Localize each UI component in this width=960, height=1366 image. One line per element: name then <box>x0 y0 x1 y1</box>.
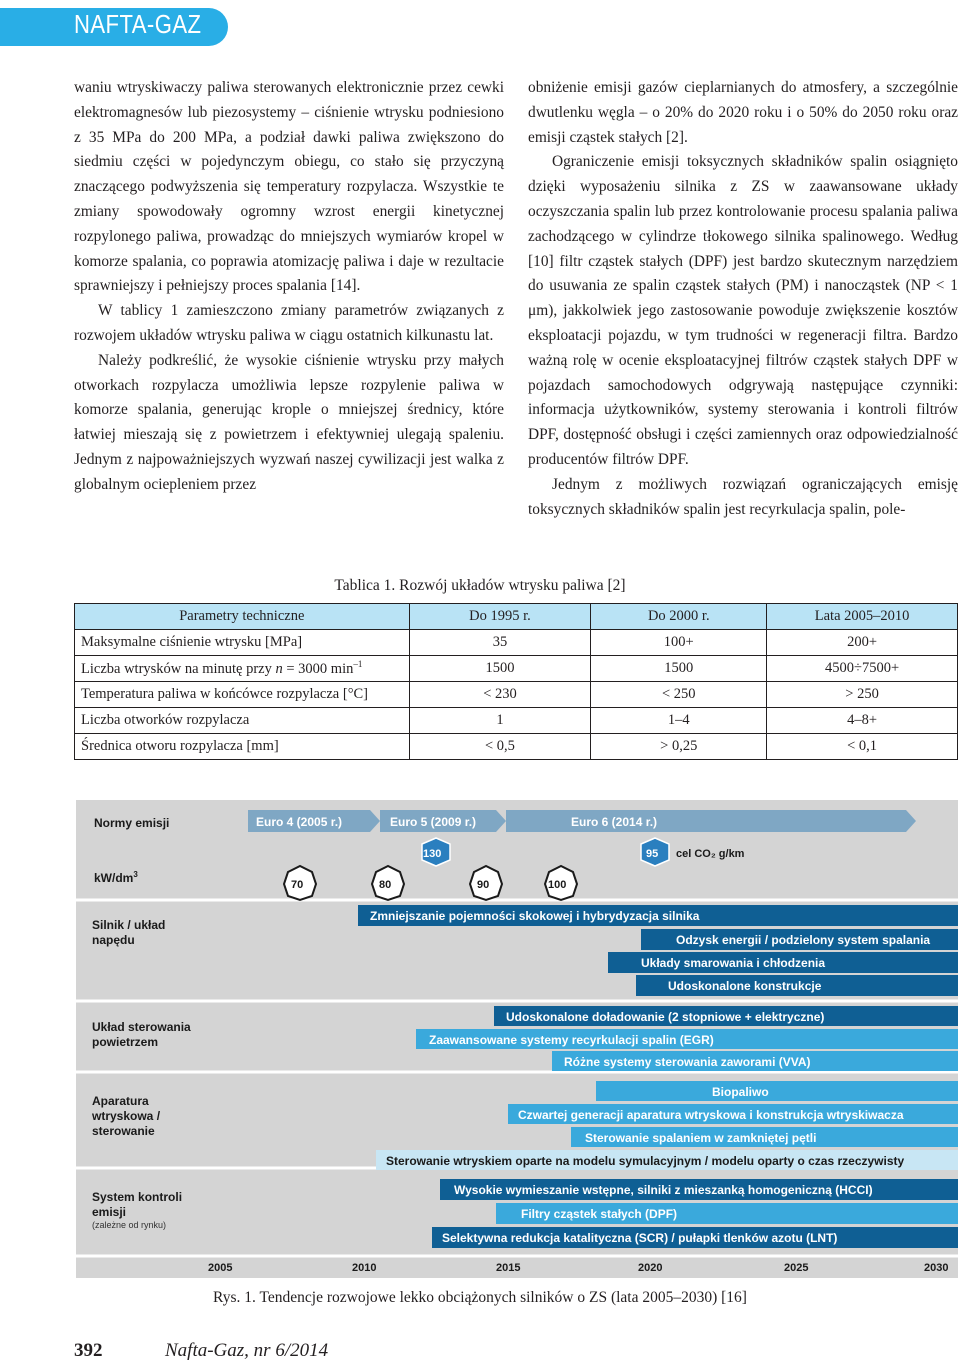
table-header-cell: Do 2000 r. <box>591 604 767 630</box>
table-cell: 35 <box>409 630 591 656</box>
euro-5-label: Euro 5 (2009 r.) <box>390 815 477 829</box>
paragraph: W tablicy 1 zamieszczono zmiany parametrów związanych z rozwojem układów wtrysku paliwa w ciągu ostatnich kilkunastu lat. <box>74 302 504 344</box>
euro-4-label: Euro 4 (2005 r.) <box>256 815 343 829</box>
trend-bar-label: Układy smarowania i chłodzenia <box>641 956 826 970</box>
label-engine: Silnik / układ napędu <box>92 918 166 947</box>
table-header-cell: Parametry techniczne <box>75 604 410 630</box>
label-kw-dm-text: kW/dm <box>94 871 134 885</box>
journal-issue: Nafta-Gaz, nr 6/2014 <box>165 1340 329 1361</box>
euro-6-label: Euro 6 (2014 r.) <box>571 815 658 829</box>
label-kw-dm <box>94 870 138 885</box>
table-row <box>75 656 958 682</box>
table-cell: 200+ <box>767 630 958 656</box>
figure-caption: Rys. 1. Tendencje rozwojowe lekko obciążonych silników o ZS (lata 2005–2030) [16] <box>213 1289 747 1306</box>
table-header-row <box>75 604 958 630</box>
trends-diagram <box>76 800 958 1278</box>
year-tick: 2020 <box>638 1262 663 1274</box>
trend-bar-label: Udoskonalone konstrukcje <box>668 979 822 993</box>
label-injection-wrap <box>92 1094 232 1154</box>
co2-badge-value: 130 <box>423 848 442 860</box>
paragraph: Ograniczenie emisji toksycznych składników spalin osiągnięto dzięki wyposażeniu silnika z ZS w zaawansowane układy oczyszczania spalin lub przez kontrolowanie procesu spalania paliwa zachodzącego w cylindrze tłokowego silnika spalinowego. Według [10] filtr cząstek stałych (DPF) jest bardzo skutecznym narzędziem do usuwania ze spalin cząstek stałych (PM) i nanocząstek (NP < 1 μm), jakkolwiek jego zastosowanie powoduje zwiększenie kosztów eksploatacji pojazdu, w tym trudności w regeneracji filtra. Bardzo ważną rolę w ocenie eksploatacyjnej filtrów cząstek stałych DPF w pojazdach samochodowych odgrywają następujące czynniki: informacja użytkowników, systemy sterowania i kontroli filtrów DPF, dostępność obsługi i części zamiennych oraz odpowiedzialność producentów filtrów DPF. <box>528 153 958 468</box>
table-cell: < 230 <box>409 682 591 708</box>
year-tick: 2010 <box>352 1262 377 1274</box>
table-cell: Temperatura paliwa w końcówce rozpylacza [°C] <box>75 682 410 708</box>
paragraph: obniżenie emisji gazów cieplarnianych do atmosfery, a szczególnie dwutlenku węgla – o 20% do 2020 roku i o 50% do 2050 roku oraz emisji cząstek stałych [2]. <box>528 79 958 146</box>
trend-bar-label: Filtry cząstek stałych (DPF) <box>521 1207 678 1221</box>
table-cell: 100+ <box>591 630 767 656</box>
trend-bar-label: Sterowanie wtryskiem oparte na modelu symulacyjnym / modelu oparty o czas rzeczywisty <box>386 1154 905 1168</box>
label-injection: Aparatura wtryskowa / sterowanie <box>92 1094 161 1138</box>
unit-exponent: –1 <box>353 659 363 670</box>
table-cell: 1500 <box>409 656 591 682</box>
table-cell: 4500÷7500+ <box>767 656 958 682</box>
table-row <box>75 630 958 656</box>
kw-badge-value: 100 <box>548 879 567 891</box>
label-air-wrap <box>92 1020 232 1070</box>
table-cell: 1500 <box>591 656 767 682</box>
table-header-cell: Lata 2005–2010 <box>767 604 958 630</box>
table-cell: > 250 <box>767 682 958 708</box>
table-cell: > 0,25 <box>591 734 767 760</box>
table-cell: Maksymalne ciśnienie wtrysku [MPa] <box>75 630 410 656</box>
euro-norm-arrow <box>506 810 916 832</box>
table-row <box>75 734 958 760</box>
trend-bar-label: Różne systemy sterowania zaworami (VVA) <box>564 1055 811 1069</box>
label-emission-wrap <box>92 1190 242 1250</box>
table-caption: Tablica 1. Rozwój układów wtrysku paliwa [2] <box>334 577 626 594</box>
param-text: Liczba wtrysków na minutę przy <box>81 660 272 677</box>
trend-bar-label: Czwartej generacji aparatura wtryskowa i konstrukcja wtryskiwacza <box>518 1108 904 1122</box>
trend-bar-label: Biopaliwo <box>712 1085 769 1099</box>
year-tick: 2015 <box>496 1262 521 1274</box>
co2-unit-label: cel CO₂ g/km <box>676 848 745 860</box>
co2-badge-value: 95 <box>646 848 659 860</box>
label-emission-control: System kontroli emisji <box>92 1190 183 1219</box>
trend-bar-label: Odzysk energii / podzielony system spalania <box>676 933 931 947</box>
text-column-right <box>528 76 958 522</box>
trend-bar-label: Selektywna redukcja katalityczna (SCR) / pułapki tlenków azotu (LNT) <box>442 1231 838 1245</box>
page-number: 392 <box>74 1340 103 1361</box>
formula-variable: n <box>275 660 283 677</box>
development-trends-figure <box>76 800 958 1278</box>
table-cell: 1 <box>409 708 591 734</box>
paragraph: Należy podkreślić, że wysokie ciśnienie wtrysku przy małych otworkach rozpylacza umożliwia lepsze rozpylenie paliwa w komorze spalania, generując krople o mniejszej średnicy, które łatwiej mieszają się z powietrzem i efektywniej ulegają spaleniu. Jednym z najpoważniejszych wyzwań naszej cywilizacji jest walka z globalnym ociepleniem przez <box>74 351 504 493</box>
param-unit: = 3000 min <box>282 660 354 677</box>
kw-badge-value: 80 <box>379 879 392 891</box>
kw-badge-value: 90 <box>477 879 490 891</box>
text-column-left <box>74 76 504 498</box>
table-row <box>75 682 958 708</box>
label-air-control: Układ sterowania powietrzem <box>92 1020 191 1049</box>
table-cell: Średnica otworu rozpylacza [mm] <box>75 734 410 760</box>
table-cell: 4–8+ <box>767 708 958 734</box>
trend-bar-label: Udoskonalone doładowanie (2 stopniowe + elektryczne) <box>506 1010 825 1024</box>
table-cell: 1–4 <box>591 708 767 734</box>
table-cell: < 0,5 <box>409 734 591 760</box>
table-row <box>75 708 958 734</box>
trend-bar-label: Wysokie wymieszanie wstępne, silniki z mieszanką homogeniczną (HCCI) <box>454 1183 873 1197</box>
year-tick: 2030 <box>924 1262 949 1274</box>
kw-badge-value: 70 <box>291 879 304 891</box>
trend-bar-label: Zmniejszanie pojemności skokowej i hybrydyzacja silnika <box>370 909 700 923</box>
table-cell: < 0,1 <box>767 734 958 760</box>
table-cell: < 250 <box>591 682 767 708</box>
label-engine-wrap <box>92 918 232 978</box>
paragraph: Jednym z możliwych rozwiązań ograniczających emisję toksycznych składników spalin jest recyrkulacja spalin, pole- <box>528 475 958 518</box>
label-emission-note: (zależne od rynku) <box>92 1220 167 1230</box>
year-tick: 2005 <box>208 1262 233 1274</box>
label-kw-dm-exp: 3 <box>133 870 138 879</box>
table-header-cell: Do 1995 r. <box>409 604 591 630</box>
trend-bar-label: Sterowanie spalaniem w zamkniętej pętli <box>585 1131 817 1145</box>
table-cell: Liczba otworków rozpylacza <box>75 708 410 734</box>
label-emission-norms: Normy emisji <box>94 816 170 830</box>
paragraph: waniu wtryskiwaczy paliwa sterowanych elektronicznie przez cewki elektromagnesów lub piezosystemy – ciśnienie wtrysku podniesiono z 35 MPa do 200 MPa, a podział dawki paliwa zwiększono do siedmiu części w pojedynczym obiegu, co stało się przyczyną znaczącego podwyższenia się temperatury rozpylacza. Wszystkie te zmiany spowodowały ogromny wzrost energii kinetycznej rozpylonego paliwa, prowadząc do mniejszych wymiarów kropel w komorze spalania, co poprawia atomizację paliwa i daje w rezultacie sprawniejszy i pełniejszy proces spalania [14]. <box>74 79 504 295</box>
table-cell <box>75 656 410 682</box>
journal-header-title: NAFTA-GAZ <box>74 9 202 39</box>
trend-bar-label: Zaawansowane systemy recyrkulacji spalin (EGR) <box>429 1033 714 1047</box>
year-tick: 2025 <box>784 1262 809 1274</box>
trend-bar <box>596 1081 958 1101</box>
injection-systems-table <box>74 603 958 760</box>
